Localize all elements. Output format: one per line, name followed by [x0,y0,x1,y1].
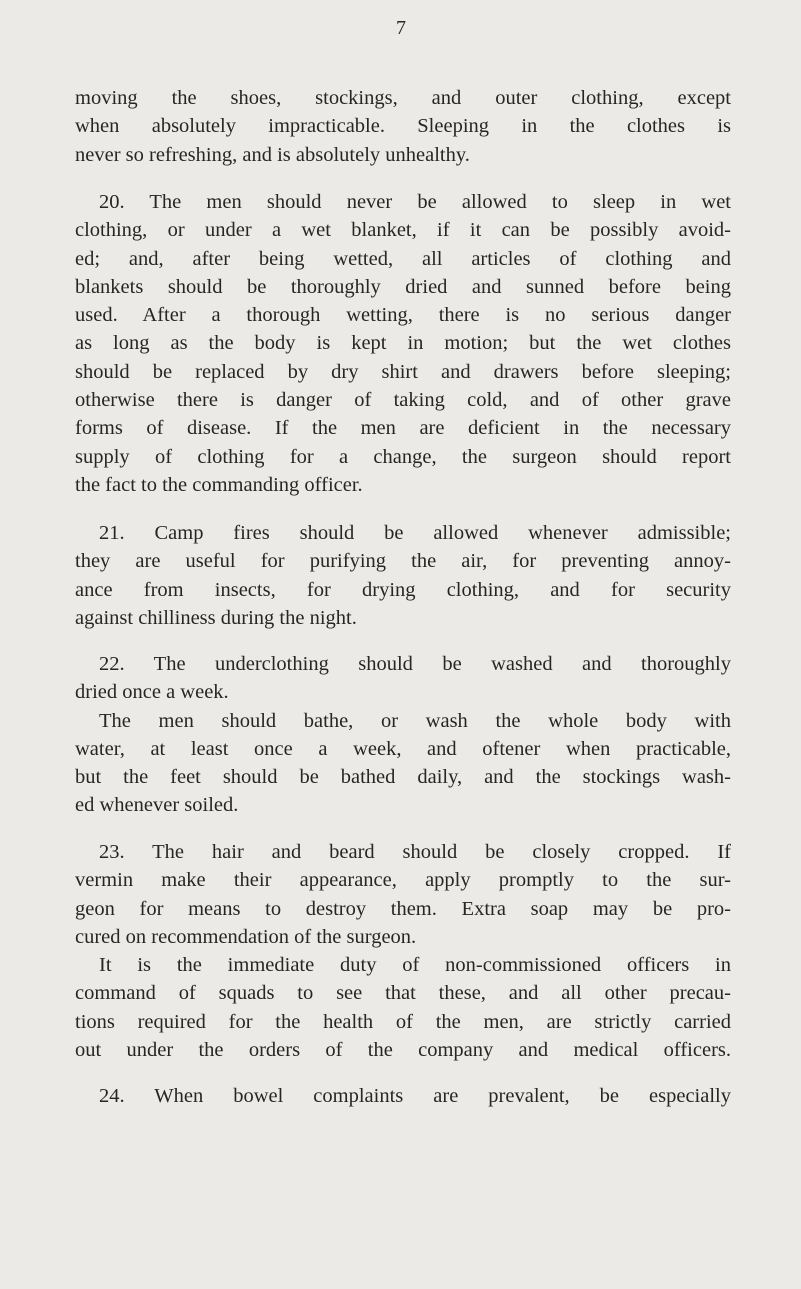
text-line: forms of disease. If the men are deficient in the necessary [75,417,731,440]
text-line: 22. The underclothing should be washed and thoroughly [99,653,731,675]
text-line: moving the shoes, stockings, and outer clothing, except [75,87,731,109]
text-line: against chilliness during the night. [75,606,357,629]
text-line: blankets should be thoroughly dried and sunned before being [75,275,731,298]
text-line: cured on recommendation of the surgeon. [75,925,417,948]
text-line: never so refreshing, and is absolutely unhealthy. [75,143,470,166]
text-line: 24. When bowel complaints are prevalent, be especially [99,1085,731,1107]
text-line: tions required for the health of the men, are strictly carried [75,1010,731,1033]
text-line: vermin make their appearance, apply promptly to the sur- [75,869,731,892]
text-line: command of squads to see that these, and all other precau- [75,982,731,1005]
page-number: 7 [396,17,406,39]
paragraph-continued [75,84,731,169]
text-line: but the feet should be bathed daily, and the stockings wash- [75,766,731,789]
text-line: 21. Camp fires should be allowed whenever admissible; [99,522,731,544]
text-line: ed whenever soiled. [75,794,239,817]
text-line: as long as the body is kept in motion; but the wet clothes [75,332,731,355]
text-line: water, at least once a week, and oftener when practicable, [75,737,731,760]
paragraph-24 [75,1082,731,1110]
text-line: 20. The men should never be allowed to sleep in wet [99,191,731,213]
paragraph-22 [75,650,731,820]
text-line: The men should bathe, or wash the whole body with [99,709,731,732]
text-line: used. After a thorough wetting, there is no serious danger [75,304,731,327]
text-line: they are useful for purifying the air, for preventing annoy- [75,550,731,573]
text-line: clothing, or under a wet blanket, if it can be possibly avoid- [75,219,731,242]
text-line: when absolutely impracticable. Sleeping in the clothes is [75,115,731,138]
text-line: should be replaced by dry shirt and drawers before sleeping; [75,360,731,383]
text-line: 23. The hair and beard should be closely cropped. If [99,841,731,863]
text-line: otherwise there is danger of taking cold, and of other grave [75,389,731,412]
paragraph-20 [75,188,731,499]
paragraph-23 [75,838,731,1064]
text-line: geon for means to destroy them. Extra soap may be pro- [75,897,731,920]
text-line: the fact to the commanding officer. [75,473,363,496]
text-line: ance from insects, for drying clothing, and for security [75,578,731,601]
text-line: It is the immediate duty of non-commissioned officers in [99,954,731,977]
text-line: dried once a week. [75,681,229,704]
text-line: supply of clothing for a change, the surgeon should report [75,445,731,468]
text-line: ed; and, after being wetted, all articles of clothing and [75,247,731,270]
paragraph-21 [75,519,731,632]
text-line: out under the orders of the company and medical officers. [75,1039,731,1062]
